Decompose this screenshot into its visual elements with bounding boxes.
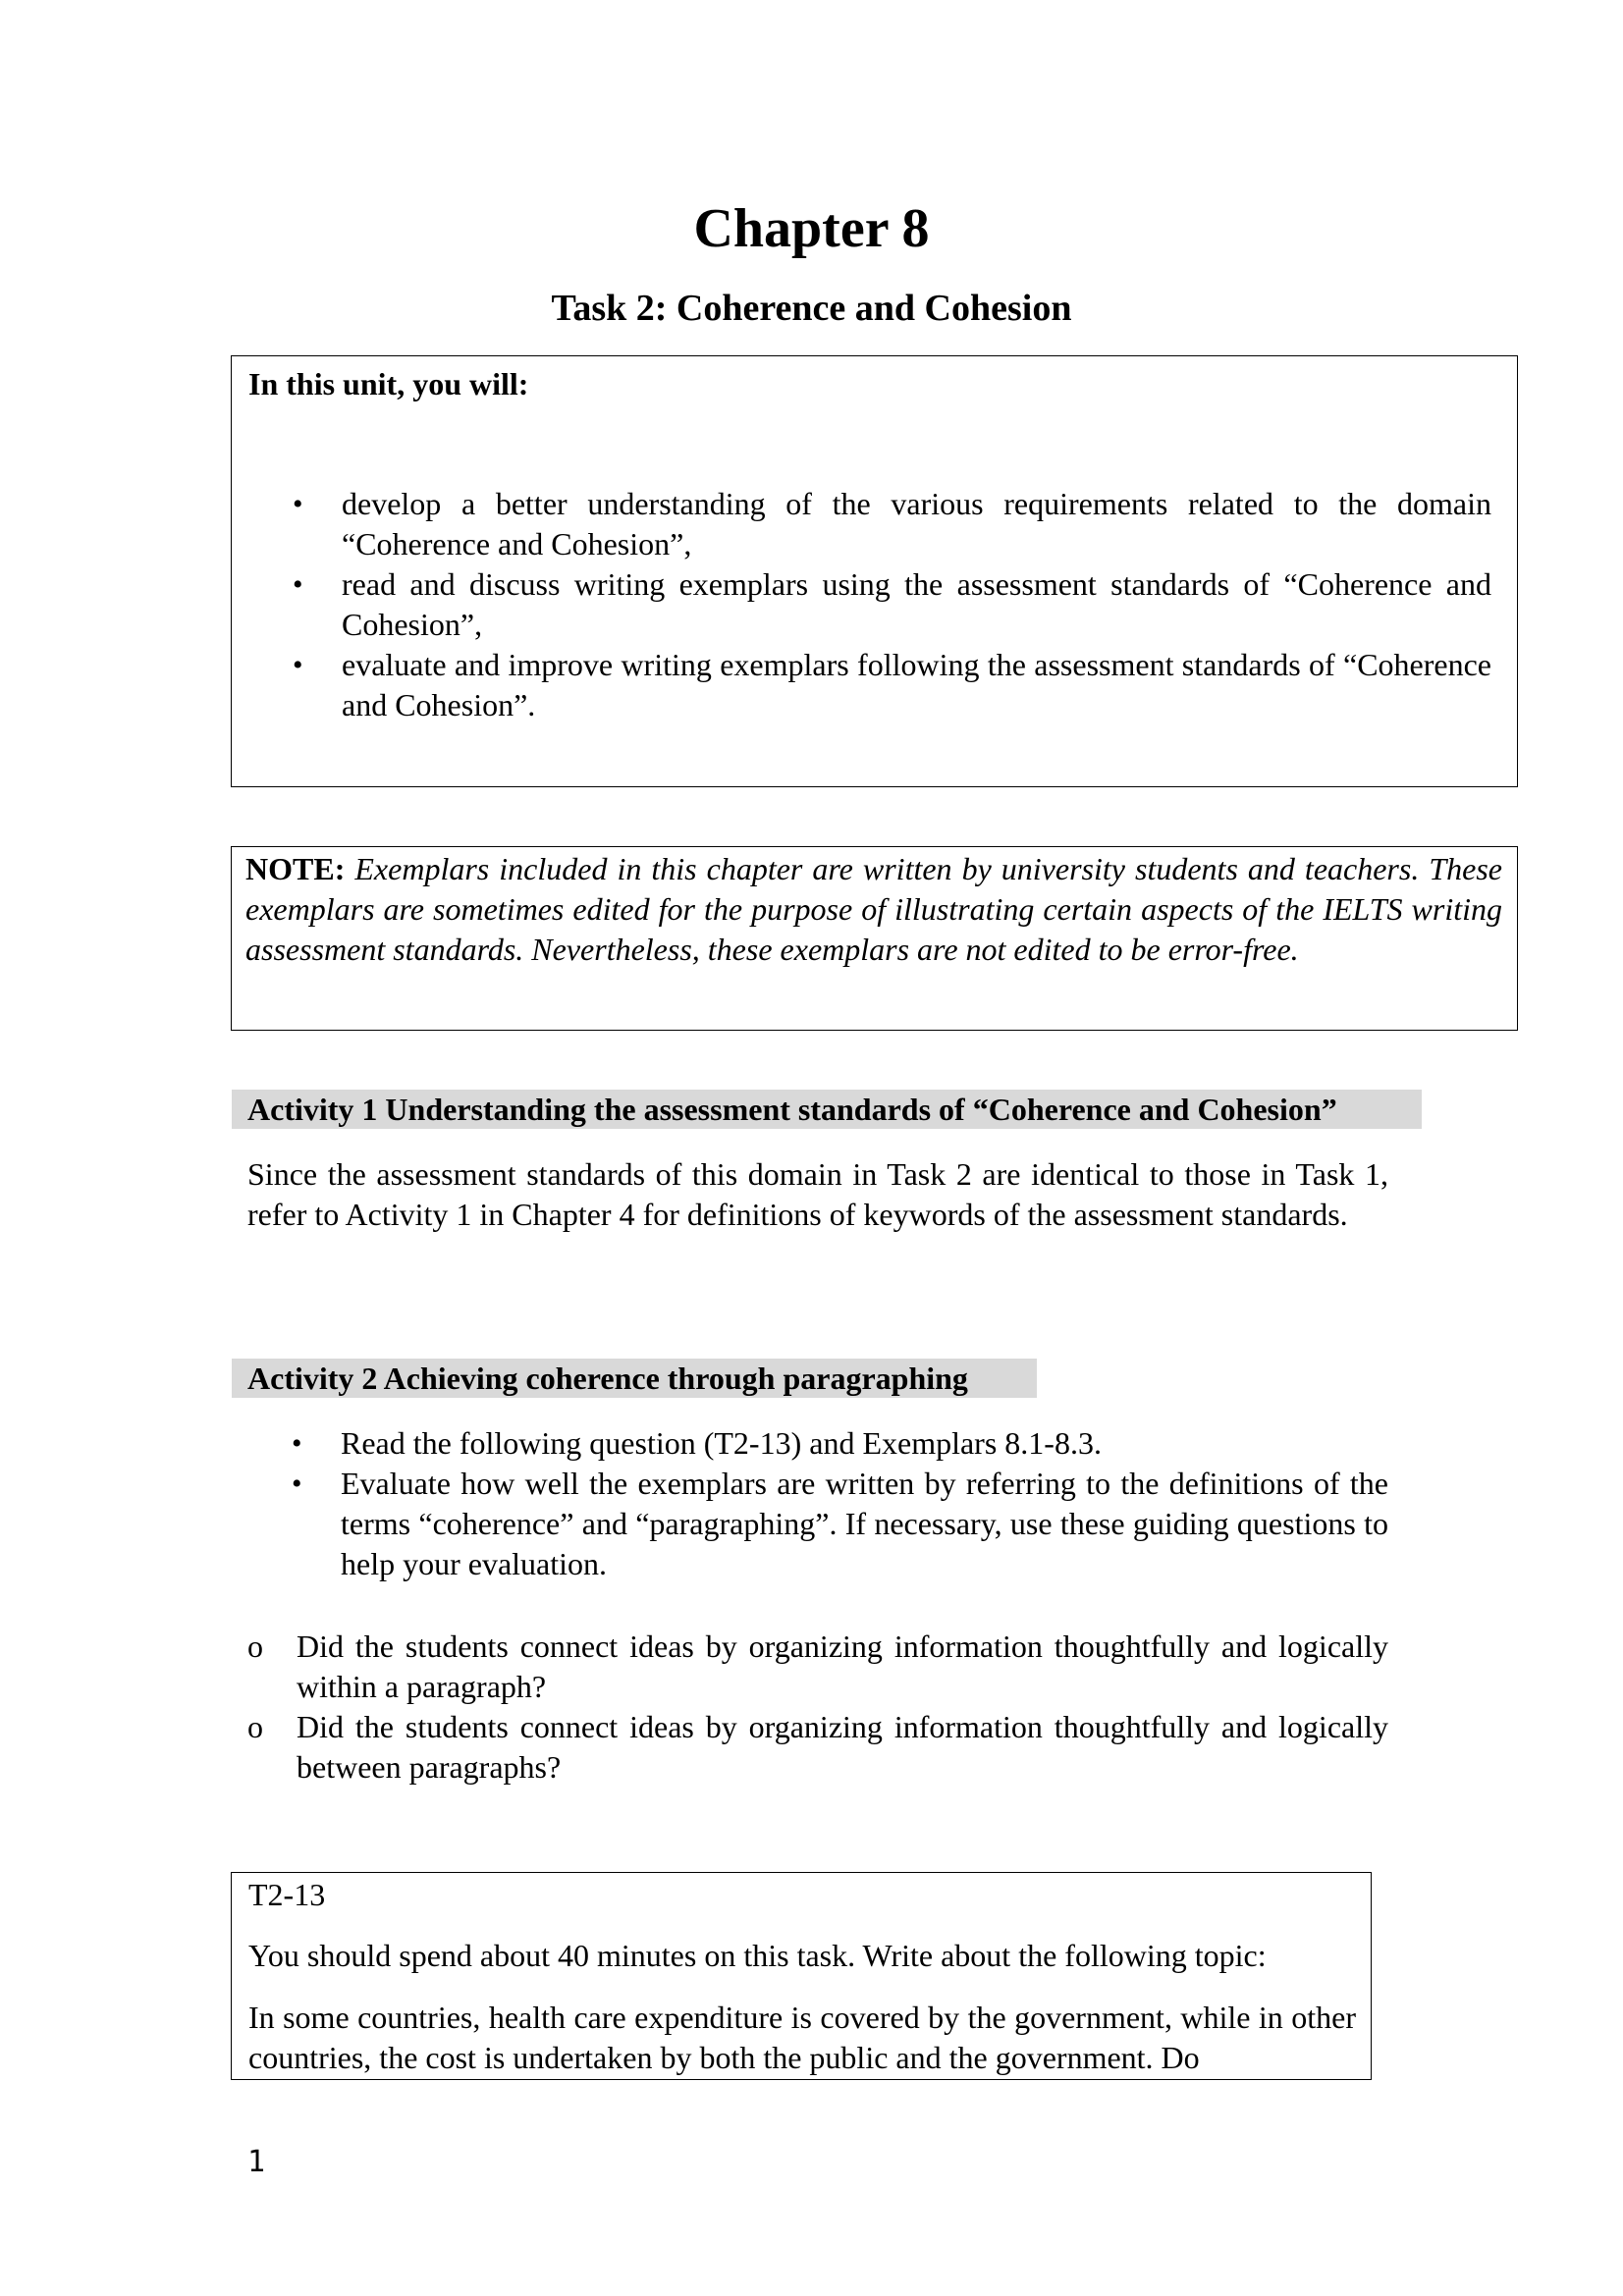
- task-instruction: You should spend about 40 minutes on this task. Write about the following topic:: [248, 1938, 1267, 1973]
- list-item: • read and discuss writing exemplars using the assessment standards of “Coherence and Cohesion”,: [293, 566, 1491, 642]
- note-label: NOTE:: [245, 851, 346, 886]
- list-item: o Did the students connect ideas by organizing information thoughtfully and logically between paragraphs?: [247, 1709, 1388, 1785]
- bullet-icon: •: [292, 1427, 302, 1460]
- circle-bullet-icon: o: [247, 1629, 263, 1664]
- note-body: Exemplars included in this chapter are written by university students and teachers. These exemplars are sometimes edited for the purpose of illustrating certain aspects of the IELTS writing assessment standards. Nevertheless, these exemplars are not edited to be error-free.: [245, 851, 1503, 967]
- bullet-icon: •: [293, 649, 303, 681]
- bullet-icon: •: [293, 568, 303, 601]
- activity-1-body: Since the assessment standards of this domain in Task 2 are identical to those in Task 1, refer to Activity 1 in Chapter 4 for definitions of keywords of the assessment standards.: [247, 1156, 1388, 1232]
- list-item: • evaluate and improve writing exemplars following the assessment standards of “Coherence and Cohesion”.: [293, 647, 1491, 722]
- task-code: T2-13: [248, 1877, 326, 1912]
- activity-1-heading: Activity 1 Understanding the assessment standards of “Coherence and Cohesion”: [232, 1090, 1422, 1129]
- guiding-questions-list: [247, 1627, 1388, 1788]
- list-item: • Read the following question (T2-13) and Exemplars 8.1-8.3.: [247, 1423, 1388, 1464]
- page-number: 1: [247, 2145, 266, 2179]
- bullet-icon: •: [293, 488, 303, 520]
- unit-objectives-list: [248, 484, 1491, 725]
- note-box: [231, 846, 1518, 1031]
- list-item: • develop a better understanding of the various requirements related to the domain “Coherence and Cohesion”,: [293, 486, 1491, 561]
- note-text: [245, 849, 1502, 970]
- task-topic: In some countries, health care expenditure is covered by the government, while in other countries, the cost is undertaken by both the public and the government. Do: [248, 2000, 1356, 2075]
- chapter-subtitle: Task 2: Coherence and Cohesion: [551, 288, 1072, 329]
- list-item: o Did the students connect ideas by organizing information thoughtfully and logically within a paragraph?: [247, 1629, 1388, 1704]
- task-box: [231, 1872, 1372, 2080]
- unit-objectives-heading: In this unit, you will:: [248, 366, 529, 401]
- list-item: • Evaluate how well the exemplars are written by referring to the definitions of the terms “coherence” and “paragraphing”. If necessary, use these guiding questions to help your evaluation.: [292, 1466, 1388, 1581]
- activity-2-list: [247, 1423, 1388, 1584]
- chapter-title: Chapter 8: [693, 198, 930, 259]
- activity-2-heading: Activity 2 Achieving coherence through paragraphing: [232, 1359, 1037, 1398]
- circle-bullet-icon: o: [247, 1709, 263, 1744]
- bullet-icon: •: [292, 1468, 302, 1500]
- unit-objectives-box: [231, 355, 1518, 787]
